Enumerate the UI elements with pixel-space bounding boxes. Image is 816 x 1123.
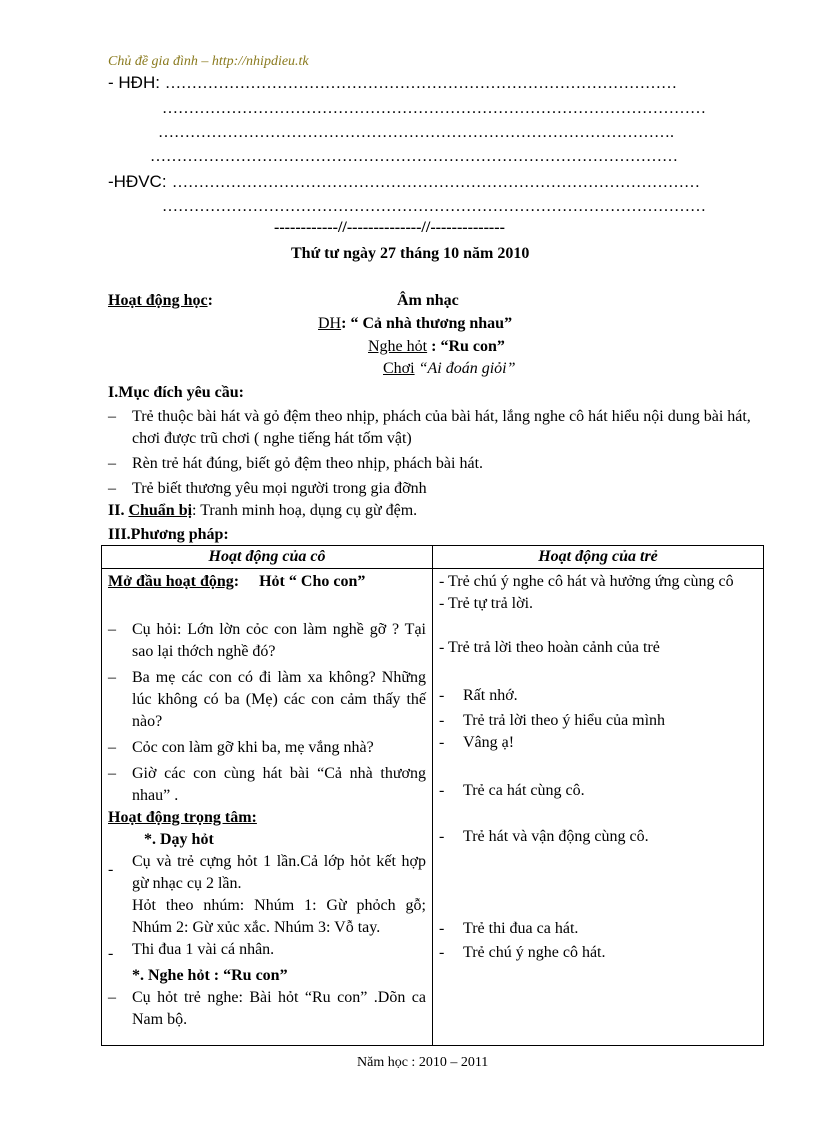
section-1-title-text: I.Mục đích yêu cầu: <box>108 384 244 401</box>
hdh-dotted-line-3: ……………………………………………………………………………………. <box>158 124 674 141</box>
teacher-activities-cell <box>102 569 433 1046</box>
list-bullet: - <box>439 687 445 704</box>
page-footer: Năm học : 2010 – 2011 <box>357 1055 489 1070</box>
list-bullet: – <box>108 408 116 425</box>
list-item-text: Trẻ thi đua ca hát. <box>463 920 579 937</box>
main-activity-title-text: Hoạt động trọng tâm: <box>108 809 257 826</box>
list-item <box>439 826 757 848</box>
method-table <box>101 545 764 1046</box>
lesson-date: Thứ tư ngày 27 tháng 10 năm 2010 <box>291 245 530 262</box>
list-bullet: - <box>108 945 114 962</box>
section-1-list <box>108 406 760 500</box>
list-item-text: Trẻ chú ý nghe cô hát. <box>463 944 606 961</box>
dh-text: : “ Cả nhà thương nhau” <box>341 315 513 332</box>
child-line <box>439 593 757 615</box>
activity-listen <box>368 338 505 356</box>
main-activity-title <box>108 807 426 829</box>
list-item <box>439 942 757 964</box>
activity-game <box>383 360 515 378</box>
hdh-dotted-line-4: ……………………………………………………………………………………… <box>150 148 678 165</box>
section-3-title-text: III.Phương pháp <box>108 526 224 543</box>
section-2 <box>108 502 417 520</box>
list-bullet: – <box>108 989 116 1006</box>
list-item-text: Cỏc con làm gỡ khi ba, mẹ vắng nhà? <box>132 739 374 756</box>
list-item <box>108 667 426 733</box>
listen-label: Nghe hỏt <box>368 338 428 355</box>
hdh-dotted-line-2: ………………………………………………………………………………………… <box>162 100 706 117</box>
list-item <box>108 737 426 759</box>
child-line-text: - Trẻ trả lời theo hoàn cảnh của trẻ <box>439 639 660 656</box>
list-bullet: – <box>108 739 116 756</box>
activity-heading <box>108 292 213 310</box>
list-item-text: Trẻ thuộc bài hát và gỏ đệm theo nhịp, phách của bài hát, lắng nghe cô hát hiểu nội dung bài hát, chơi được trũ chơi ( nghe tiếng hát tốm vật) <box>132 408 751 447</box>
list-item-text: Vâng ạ! <box>463 734 515 751</box>
list-item <box>439 710 757 732</box>
list-bullet: – <box>108 480 116 497</box>
list-item-text: Rất nhớ. <box>463 687 518 704</box>
game-label: Chơi <box>383 360 415 377</box>
child-column-header: Hoạt động của trẻ <box>433 546 764 569</box>
list-item-text: Cụ và trẻ cựng hỏt 1 lần.Cả lớp hỏt kết hợp gừ nhạc cụ 2 lần. <box>132 853 426 892</box>
list-bullet: – <box>108 765 116 782</box>
list-item <box>108 987 426 1031</box>
list-item-text: Rèn trẻ hát đúng, biết gỏ đệm theo nhịp, phách bài hát. <box>132 455 484 472</box>
list-bullet: - <box>439 828 445 845</box>
list-item <box>108 939 426 965</box>
activity-dh <box>318 315 512 333</box>
list-item-text: Trẻ ca hát cùng cô. <box>463 782 585 799</box>
activity-label: Hoạt động học <box>108 292 208 309</box>
teacher-column-header: Hoạt động của cô <box>102 546 433 569</box>
list-item-text: Ba mẹ các con có đi làm xa không? Những lúc không có ba (Mẹ) các con cảm thấy thế nào? <box>132 669 426 730</box>
intro-song: : Hỏt “ Cho con” <box>233 573 366 590</box>
running-header: Chủ đề gia đình – http://nhipdieu.tk <box>108 54 309 69</box>
hdh-dotted-line-1: …………………………………………………………………………………… <box>165 75 677 92</box>
activity-colon: : <box>207 292 213 309</box>
section-2-text: : Tranh minh hoạ, dụng cụ gừ đệm. <box>192 502 418 519</box>
activity-subject: Âm nhạc <box>397 292 459 309</box>
section-3-colon: : <box>223 526 229 543</box>
list-item <box>108 619 426 663</box>
table-header-row <box>102 546 764 569</box>
listen-text: : “Ru con” <box>427 338 505 355</box>
list-bullet: - <box>439 782 445 799</box>
list-item <box>108 851 426 895</box>
hdvc-dotted-line-2: ………………………………………………………………………………………… <box>162 198 706 215</box>
list-item-text: Trẻ trả lời theo ý hiểu của mình <box>463 712 666 729</box>
hdvc-dotted-line-1: ……………………………………………………………………………………… <box>172 174 700 191</box>
list-item-text: Cụ hỏt trẻ nghe: Bài hỏt “Ru con” .Dõn ca Nam bộ. <box>132 989 426 1028</box>
list-bullet: - <box>439 712 445 729</box>
list-item-text: Trẻ hát và vận động cùng cô. <box>463 828 649 845</box>
child-line <box>439 571 757 593</box>
listen-title-text: *. Nghe hỏt : “Ru con” <box>132 967 288 984</box>
teach-title-text: *. Dạy hỏt <box>144 831 214 848</box>
list-item <box>108 453 760 475</box>
list-item <box>108 763 426 807</box>
child-line <box>439 637 757 659</box>
list-bullet: - <box>439 734 445 751</box>
child-line-text: - Trẻ chú ý nghe cô hát và hưởng ứng cùng cô <box>439 573 734 590</box>
game-text: “Ai đoán giỏi” <box>414 360 516 377</box>
list-bullet: - <box>108 861 114 878</box>
child-activities-cell <box>433 569 764 1046</box>
list-item-text: Cụ hỏi: Lớn lờn cỏc con làm nghề gỡ ? Tại sao lại thớch nghề đó? <box>132 621 426 660</box>
table-row <box>102 569 764 1046</box>
dh-label: DH <box>318 315 342 332</box>
list-item <box>108 478 760 500</box>
section-1-title <box>108 384 244 402</box>
intro-heading <box>108 571 426 593</box>
section-2-prefix: II. <box>108 502 125 519</box>
list-item-text: Trẻ biết thương yêu mọi người trong gia đỡnh <box>132 480 427 497</box>
list-item <box>108 895 426 939</box>
child-line-text: - Trẻ tự trả lời. <box>439 595 534 612</box>
intro-title: Mở đầu hoạt động <box>108 573 234 590</box>
list-item <box>439 732 757 754</box>
list-item <box>439 780 757 802</box>
list-bullet: – <box>108 455 116 472</box>
list-bullet: – <box>108 621 116 638</box>
section-divider: ------------//--------------//-------------- <box>274 219 505 236</box>
hdh-label: - HĐH: <box>108 73 160 92</box>
list-item <box>439 685 757 707</box>
hdvc-label: -HĐVC: <box>108 172 167 191</box>
teach-title <box>108 829 426 851</box>
section-2-title: Chuẩn bị <box>128 502 193 519</box>
list-item <box>439 918 757 940</box>
list-bullet: – <box>108 669 116 686</box>
section-3-title <box>108 526 229 544</box>
list-item <box>108 406 760 450</box>
listen-title <box>108 965 426 987</box>
list-item-text: Thi đua 1 vài cá nhân. <box>132 941 275 958</box>
list-item-text: Hỏt theo nhúm: Nhúm 1: Gừ phỏch gỗ; Nhúm 2: Gừ xủc xắc. Nhúm 3: Vỗ tay. <box>132 897 426 936</box>
list-item-text: Giờ các con cùng hát bài “Cả nhà thương nhau” . <box>132 765 426 804</box>
list-bullet <box>108 895 132 939</box>
list-bullet: - <box>439 944 445 961</box>
list-bullet: - <box>439 920 445 937</box>
